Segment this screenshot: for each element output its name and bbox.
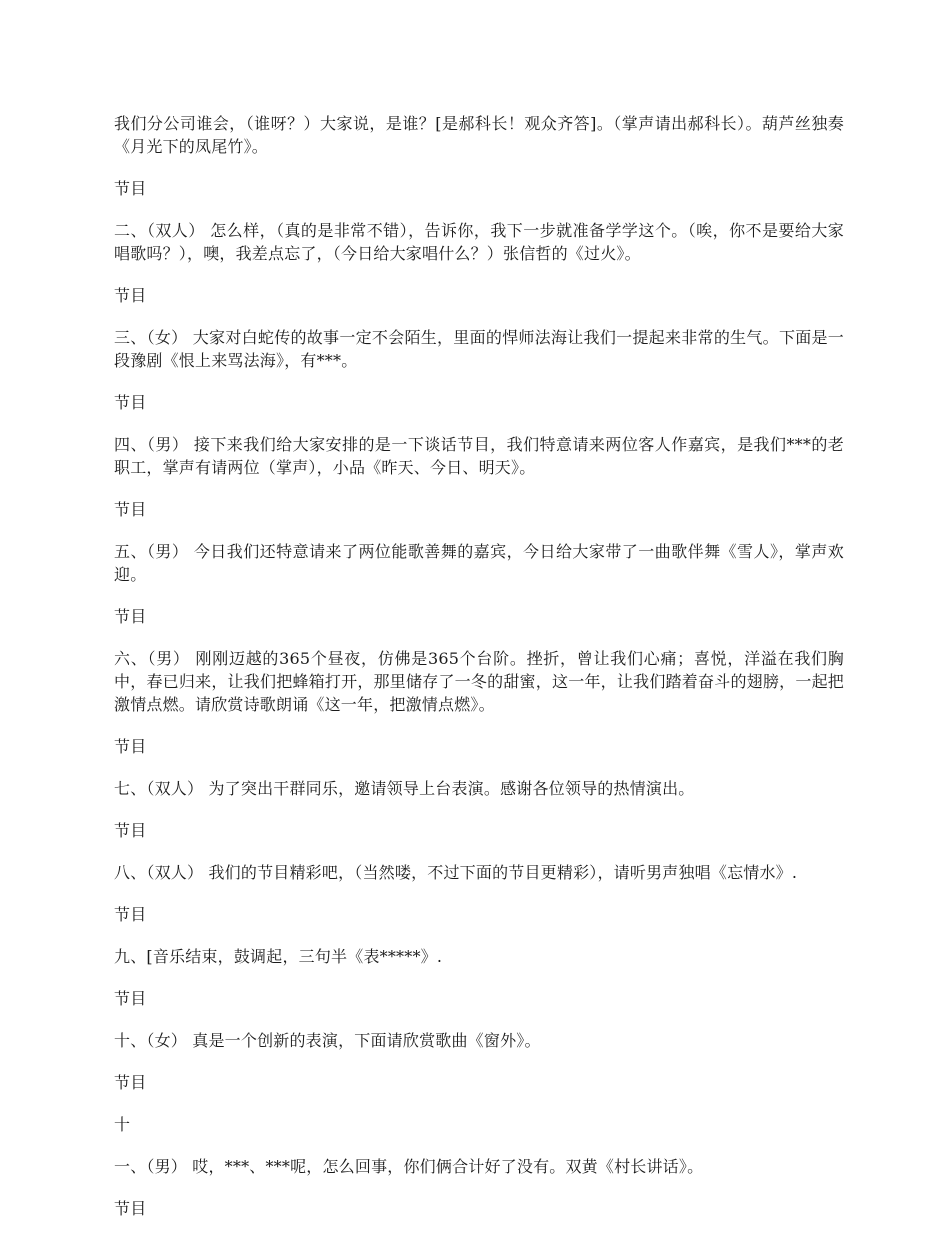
paragraph-program-9: 九、[音乐结束，鼓调起，三句半《表*****》. [114, 947, 443, 966]
section-label: 节目 [114, 393, 147, 412]
document-body [114, 112, 844, 1239]
paragraph-program-3: 三、（女） 大家对白蛇传的故事一定不会陌生，里面的悍师法海让我们一提起来非常的生气。下面是一段豫剧《恨上来骂法海》，有***。 [114, 328, 844, 370]
section-label: 节目 [114, 989, 147, 1008]
paragraph-program-10: 十、（女） 真是一个创新的表演，下面请欣赏歌曲《窗外》。 [114, 1031, 541, 1050]
paragraph-program-5: 五、（男） 今日我们还特意请来了两位能歌善舞的嘉宾，今日给大家带了一曲歌伴舞《雪人》，掌声欢迎。 [114, 542, 844, 584]
paragraph-program-8: 八、（双人） 我们的节目精彩吧，（当然喽，不过下面的节目更精彩），请听男声独唱《忘情水》. [114, 863, 798, 882]
paragraph-program-7: 七、（双人） 为了突出干群同乐，邀请领导上台表演。感谢各位领导的热情演出。 [114, 779, 695, 798]
paragraph-program-11: 一、（男） 哎，***、***呢，怎么回事，你们俩合计好了没有。双黄《村长讲话》。 [114, 1157, 704, 1176]
paragraph-program-4: 四、（男） 接下来我们给大家安排的是一下谈话节目，我们特意请来两位客人作嘉宾，是我们***的老职工，掌声有请两位（掌声），小品《昨天、今日、明天》。 [114, 435, 844, 477]
section-label: 节目 [114, 1199, 147, 1218]
section-label: 节目 [114, 821, 147, 840]
section-label: 节目 [114, 1073, 147, 1092]
section-label: 节目 [114, 286, 147, 305]
section-label: 节目 [114, 905, 147, 924]
paragraph-program-2: 二、（双人） 怎么样，（真的是非常不错），告诉你，我下一步就准备学学这个。（唉，你不是要给大家唱歌吗？），噢，我差点忘了，（今日给大家唱什么？）张信哲的《过火》。 [114, 221, 844, 263]
section-label: 节目 [114, 737, 147, 756]
section-label: 节目 [114, 500, 147, 519]
paragraph-number-ten: 十 [114, 1115, 131, 1134]
paragraph-intro: 我们分公司谁会，（谁呀？）大家说，是谁？[是郝科长！观众齐答]。（掌声请出郝科长）。葫芦丝独奏《月光下的凤尾竹》。 [114, 114, 844, 156]
section-label: 节目 [114, 607, 147, 626]
paragraph-program-6: 六、（男） 刚刚迈越的365个昼夜，仿佛是365个台阶。挫折，曾让我们心痛；喜悦，洋溢在我们胸中，春已归来，让我们把蜂箱打开，那里储存了一冬的甜蜜，这一年，让我们踏着奋斗的翅膀，一起把激情点燃。请欣赏诗歌朗诵《这一年，把激情点燃》。 [114, 649, 844, 714]
section-label: 节目 [114, 179, 147, 198]
